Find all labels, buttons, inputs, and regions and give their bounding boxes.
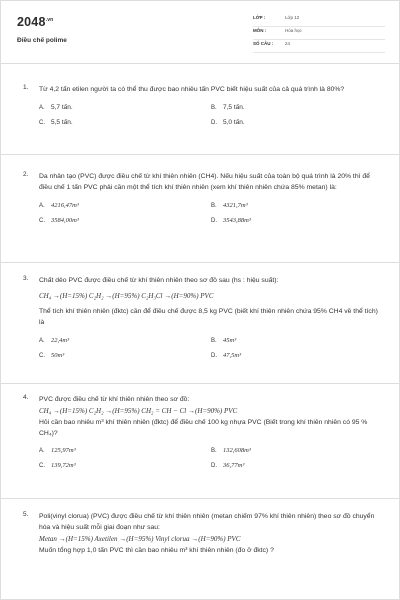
option-b[interactable]	[211, 447, 383, 454]
question-number: 2.	[23, 171, 29, 178]
question-number: 4.	[23, 394, 29, 401]
option-value: 7,5 tấn.	[223, 104, 245, 111]
options	[39, 447, 383, 469]
option-b[interactable]	[211, 337, 383, 344]
meta-row-class	[253, 15, 385, 27]
option-label: A.	[39, 338, 45, 344]
option-label: A.	[39, 448, 45, 454]
question-5	[1, 499, 399, 556]
options	[39, 202, 383, 224]
option-value: 3584,00m³	[51, 217, 79, 224]
meta-row-subject	[253, 28, 385, 40]
option-label: D.	[211, 120, 217, 126]
option-value: 22,4m³	[51, 337, 70, 344]
document-meta	[253, 15, 385, 54]
option-value: 139,72m³	[51, 462, 76, 469]
meta-key: SỐ CÂU :	[253, 41, 274, 46]
meta-key: LỚP :	[253, 15, 266, 20]
reaction-scheme: Metan →(H=15%) Axetilen →(H=95%) Vinyl clorua →(H=90%) PVC	[39, 535, 241, 543]
option-label: D.	[211, 218, 217, 224]
option-d[interactable]	[211, 352, 383, 359]
option-value: 50m³	[51, 352, 65, 359]
option-label: A.	[39, 105, 45, 111]
option-label: D.	[211, 463, 217, 469]
reaction-scheme: CH₄ →(H=15%) C₂H₂ →(H=95%) C₂H₃Cl →(H=90%) PVC	[39, 292, 214, 300]
option-label: A.	[39, 203, 45, 209]
option-value: 125,97m³	[51, 447, 76, 454]
question-text-continued: Thể tích khí thiên nhiên (đktc) cần để điều chế được 8,5 kg PVC (biết khí thiên nhiên chứa 95% CH4 về thể tích) là	[39, 308, 378, 326]
option-a[interactable]	[39, 447, 211, 454]
option-a[interactable]	[39, 104, 211, 111]
question-4	[1, 384, 399, 499]
question-number: 3.	[23, 275, 29, 282]
option-c[interactable]	[39, 352, 211, 359]
option-value: 5,7 tấn.	[51, 104, 73, 111]
question-text-continued: Hỏi cần bao nhiêu m³ khí thiên nhiên (đktc) để điều chế 100 kg nhựa PVC (Biết trong khí thiên nhiên có 95 % CH₄)?	[39, 419, 368, 437]
logo-text: 2048	[17, 15, 46, 29]
option-c[interactable]	[39, 462, 211, 469]
meta-row-count	[253, 41, 385, 53]
meta-value: Hóa học	[285, 28, 302, 33]
option-d[interactable]	[211, 462, 383, 469]
question-number: 5.	[23, 511, 29, 518]
option-value: 132,608m³	[223, 447, 251, 454]
option-a[interactable]	[39, 337, 211, 344]
logo-suffix: .vn	[45, 16, 54, 23]
option-a[interactable]	[39, 202, 211, 209]
option-label: C.	[39, 353, 45, 359]
option-c[interactable]	[39, 217, 211, 224]
question-1	[1, 64, 399, 155]
question-text-continued: Muốn tổng hợp 1,0 tấn PVC thì cần bao nhiêu m³ khí thiên nhiên (đo ở đktc) ?	[39, 547, 274, 554]
option-b[interactable]	[211, 104, 383, 111]
question-2	[1, 155, 399, 263]
meta-value: Lớp 12	[285, 15, 300, 20]
option-label: D.	[211, 353, 217, 359]
option-value: 47,5m³	[223, 352, 242, 359]
option-value: 45m³	[223, 337, 237, 344]
option-label: C.	[39, 463, 45, 469]
option-value: 4216,47m³	[51, 202, 79, 209]
question-text: Da nhân tạo (PVC) được điều chế từ khí thiên nhiên (CH4). Nếu hiệu suất của toàn bộ quá trình là 20% thì để điều chế 1 tấn PVC phải cần một thể tích khí thiên nhiên (xem khí thiên nhiên chứa 85% metan) là:	[39, 173, 370, 191]
option-label: C.	[39, 218, 45, 224]
option-label: B.	[211, 105, 217, 111]
reaction-scheme: CH₄ →(H=15%) C₂H₂ →(H=95%) CH₂ = CH − Cl →(H=90%) PVC	[39, 407, 238, 415]
option-d[interactable]	[211, 119, 383, 126]
option-value: 4321,7m³	[223, 202, 248, 209]
question-text: PVC được điều chế từ khí thiên nhiên theo sơ đồ:	[39, 396, 190, 403]
meta-key: MÔN :	[253, 28, 267, 33]
options	[39, 337, 383, 359]
option-c[interactable]	[39, 119, 211, 126]
option-value: 5,5 tấn.	[51, 119, 73, 126]
question-3	[1, 263, 399, 384]
header	[1, 1, 399, 63]
document-title: Điều chế polime	[17, 37, 67, 44]
option-label: B.	[211, 338, 217, 344]
question-text: Từ 4,2 tấn etilen người ta có thể thu được bao nhiêu tấn PVC biết hiệu suất của cả quá trình là 80%?	[39, 86, 345, 93]
meta-value: 24	[285, 41, 291, 46]
option-d[interactable]	[211, 217, 383, 224]
question-text: Poli(vinyl clorua) (PVC) được điều chế từ khí thiên nhiên (metan chiếm 97% khí thiên nhiên) theo sơ đồ chuyển hóa và hiệu suất mỗi giai đoạn như sau:	[39, 513, 375, 531]
option-value: 36,77m³	[223, 462, 245, 469]
question-number: 1.	[23, 84, 29, 91]
options	[39, 104, 383, 126]
option-label: B.	[211, 448, 217, 454]
question-text: Chất dẻo PVC được điều chế từ khí thiên nhiên theo sơ đồ sau (hs : hiệu suất):	[39, 277, 279, 284]
option-label: C.	[39, 120, 45, 126]
option-b[interactable]	[211, 202, 383, 209]
option-value: 5,0 tấn.	[223, 119, 245, 126]
option-label: B.	[211, 203, 217, 209]
option-value: 3543,88m³	[223, 217, 251, 224]
